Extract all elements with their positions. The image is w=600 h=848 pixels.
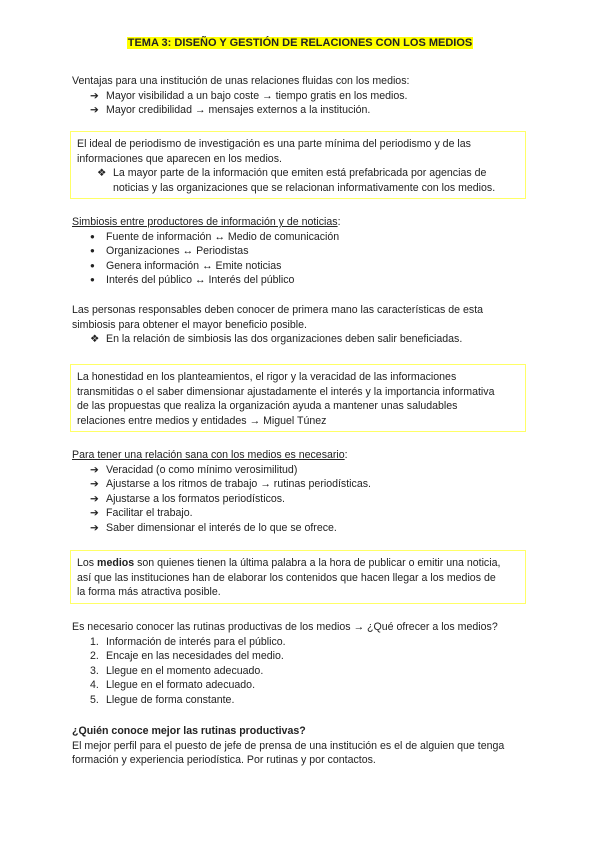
highlight-box-periodismo	[70, 131, 526, 199]
paragraph-line: simbiosis para obtener el mayor beneficio posible.	[72, 318, 307, 331]
quien-section	[72, 724, 532, 768]
list-number: 1.	[90, 635, 99, 648]
highlight-box-quote	[70, 364, 526, 432]
rutinas-section	[72, 620, 532, 708]
list-item: ➔ Saber dimensionar el interés de lo que se ofrece.	[90, 521, 337, 534]
box-line: El ideal de periodismo de investigación es una parte mínima del periodismo y de las	[77, 138, 471, 150]
list-item: ● Interés del público ↔ Interés del público	[90, 274, 295, 287]
rutinas-intro: Es necesario conocer las rutinas productivas de los medios → ¿Qué ofrecer a los medios?	[72, 621, 498, 633]
list-item: 2. Encaje en las necesidades del medio.	[90, 650, 284, 663]
list-item: ❖ La mayor parte de la información que emiten está prefabricada por agencias de	[97, 167, 487, 180]
list-item: ➔ Mayor credibilidad → mensajes externos a la institución.	[90, 104, 371, 117]
box-line: relaciones entre medios y entidades → Miguel Túnez	[77, 414, 327, 427]
arrow-bullet-icon: ➔	[90, 507, 99, 520]
relacion-section	[72, 448, 532, 536]
list-item: ➔ Veracidad (o como mínimo verosimilitud)	[90, 463, 298, 476]
simbiosis-heading: Simbiosis entre productores de información y de noticias:	[72, 216, 341, 228]
list-item: 1. Información de interés para el público.	[90, 635, 286, 648]
dot-bullet-icon: ●	[90, 231, 95, 241]
box-line: noticias y las organizaciones que se relacionan informativamente con los medios.	[113, 181, 496, 194]
list-item: ● Fuente de información ↔ Medio de comunicación	[90, 230, 340, 243]
list-item: 5. Llegue de forma constante.	[90, 693, 235, 706]
simbiosis-section	[72, 215, 532, 288]
paragraph-line: Las personas responsables deben conocer de primera mano las características de esta	[72, 304, 484, 316]
arrow-bullet-icon: ➔	[90, 89, 99, 102]
relacion-heading: Para tener una relación sana con los medios es necesario:	[72, 449, 348, 461]
section-heading: ¿Quién conoce mejor las rutinas productivas?	[72, 725, 306, 737]
ventajas-intro: Ventajas para una institución de unas relaciones fluidas con los medios:	[72, 75, 410, 87]
box-line: de las propuestas que realiza la organización ayuda a mantener unas saludables	[77, 400, 458, 413]
list-item: 3. Llegue en el momento adecuado.	[90, 664, 264, 677]
box-line: transmitidas o el saber dimensionar ajustadamente el interés y la importancia informativa	[77, 385, 495, 398]
highlight-box-medios	[70, 550, 526, 604]
diamond-bullet-icon: ❖	[97, 167, 107, 180]
arrow-bullet-icon: ➔	[90, 478, 99, 491]
page-title: TEMA 3: DISEÑO Y GESTIÓN DE RELACIONES CON LOS MEDIOS	[127, 37, 473, 49]
ventajas-section	[72, 74, 532, 118]
paragraph-line: El mejor perfil para el puesto de jefe de prensa de una institución es el de alguien que tenga	[72, 739, 505, 752]
paragraph-line: formación y experiencia periodística. Por rutinas y por contactos.	[72, 754, 376, 767]
box-line: así que las instituciones han de elaborar los contenidos que hacen llegar a los medios de	[77, 571, 496, 584]
arrow-bullet-icon: ➔	[90, 463, 99, 476]
box-line: Los medios son quienes tienen la última palabra a la hora de publicar o emitir una noticia,	[77, 557, 501, 569]
personas-section	[72, 303, 532, 347]
list-item: 4. Llegue en el formato adecuado.	[90, 679, 256, 692]
list-number: 3.	[90, 664, 99, 677]
dot-bullet-icon: ●	[90, 275, 95, 285]
list-item: ● Genera información ↔ Emite noticias	[90, 259, 282, 272]
list-item: ● Organizaciones ↔ Periodistas	[90, 245, 249, 258]
arrow-bullet-icon: ➔	[90, 492, 99, 505]
list-item: ➔ Ajustarse a los formatos periodísticos.	[90, 492, 285, 505]
list-number: 2.	[90, 650, 99, 663]
list-number: 4.	[90, 679, 99, 692]
arrow-bullet-icon: ➔	[90, 104, 99, 117]
list-item: ❖ En la relación de simbiosis las dos organizaciones deben salir beneficiadas.	[90, 333, 463, 346]
dot-bullet-icon: ●	[90, 260, 95, 270]
list-number: 5.	[90, 693, 99, 706]
box-line: la forma más atractiva posible.	[77, 586, 221, 599]
box-line: La honestidad en los planteamientos, el rigor y la veracidad de las informaciones	[77, 371, 457, 383]
box-line: informaciones que aparecen en los medios.	[77, 152, 282, 165]
diamond-bullet-icon: ❖	[90, 333, 100, 346]
list-item: ➔ Facilitar el trabajo.	[90, 507, 193, 520]
list-item: ➔ Mayor visibilidad a un bajo coste → tiempo gratis en los medios.	[90, 89, 408, 102]
arrow-bullet-icon: ➔	[90, 521, 99, 534]
list-item: ➔ Ajustarse a los ritmos de trabajo → rutinas periodísticas.	[90, 478, 371, 491]
dot-bullet-icon: ●	[90, 246, 95, 256]
